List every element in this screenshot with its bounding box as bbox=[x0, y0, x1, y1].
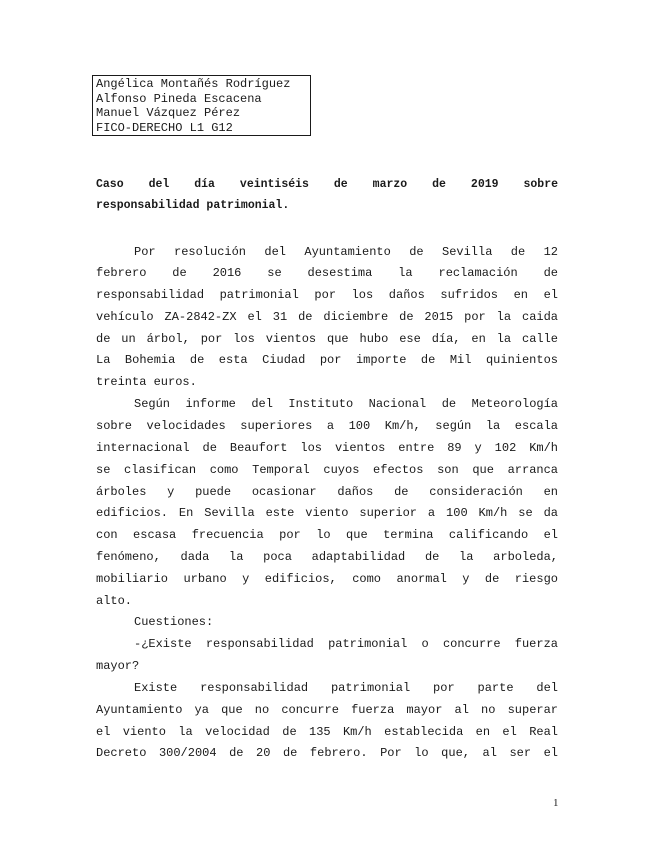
question-line: mayor? bbox=[96, 659, 140, 673]
body-line: árboles y puede ocasionar daños de consideración en bbox=[96, 485, 558, 499]
body-line: se clasifican como Temporal cuyos efectos son que arranca bbox=[96, 463, 558, 477]
body-line: La Bohemia de esta Ciudad por importe de Mil quinientos bbox=[96, 353, 558, 367]
questions-heading: Cuestiones: bbox=[134, 615, 214, 629]
body-line: Por resolución del Ayuntamiento de Sevilla de 12 bbox=[134, 245, 558, 259]
body-line: internacional de Beaufort los vientos entre 89 y 102 Km/h bbox=[96, 441, 558, 455]
body-line: de un árbol, por los vientos que hubo ese día, en la calle bbox=[96, 332, 558, 346]
body-line: sobre velocidades superiores a 100 Km/h, según la escala bbox=[96, 419, 558, 433]
question-line: -¿Existe responsabilidad patrimonial o concurre fuerza bbox=[134, 637, 558, 651]
answer-line: Existe responsabilidad patrimonial por parte del bbox=[134, 681, 558, 695]
author-line: Manuel Vázquez Pérez bbox=[96, 106, 241, 121]
author-line: Angélica Montañés Rodríguez bbox=[96, 77, 291, 91]
author-line: Alfonso Pineda Escacena bbox=[96, 91, 262, 106]
author-box bbox=[92, 75, 311, 136]
body-line: alto. bbox=[96, 594, 133, 608]
case-title-line-1: Caso del día veintiséis de marzo de 2019 sobre bbox=[96, 178, 558, 191]
case-title-line-2: responsabilidad patrimonial. bbox=[96, 199, 290, 212]
course-group-line: FICO-DERECHO L1 G12 bbox=[96, 120, 233, 135]
body-line: con escasa frecuencia por lo que termina calificando el bbox=[96, 528, 558, 542]
answer-line: Ayuntamiento ya que no concurre fuerza mayor al no superar bbox=[96, 703, 558, 717]
body-line: responsabilidad patrimonial por los daños sufridos en el bbox=[96, 288, 558, 302]
body-line: treinta euros. bbox=[96, 375, 197, 389]
body-line: edificios. En Sevilla este viento superior a 100 Km/h se da bbox=[96, 506, 558, 520]
page-number: 1 bbox=[553, 797, 559, 809]
body-line: vehículo ZA-2842-ZX el 31 de diciembre de 2015 por la caida bbox=[96, 310, 558, 324]
body-line: mobiliario urbano y edificios, como anormal y de riesgo bbox=[96, 572, 558, 586]
body-line: febrero de 2016 se desestima la reclamación de bbox=[96, 266, 558, 280]
answer-line: Decreto 300/2004 de 20 de febrero. Por lo que, al ser el bbox=[96, 746, 558, 760]
body-line: fenómeno, dada la poca adaptabilidad de la arboleda, bbox=[96, 550, 558, 564]
answer-line: el viento la velocidad de 135 Km/h establecida en el Real bbox=[96, 725, 558, 739]
body-line: Según informe del Instituto Nacional de Meteorología bbox=[134, 397, 558, 411]
